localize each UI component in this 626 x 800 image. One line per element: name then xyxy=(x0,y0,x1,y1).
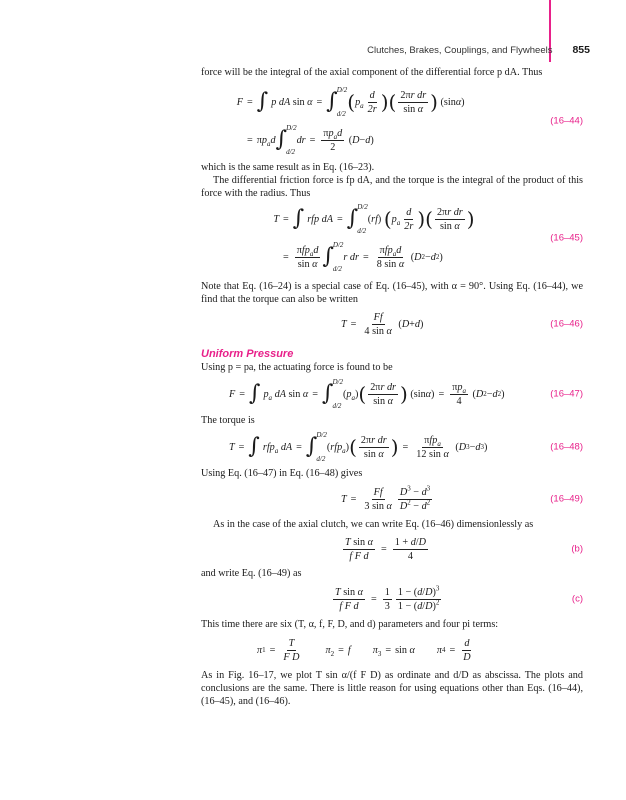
paragraph: As in Fig. 16–17, we plot T sin α/(f F D) as ordinate and d/D as abscissa. The plots and conclusions are the same. There is little reason for using equations other than Eqs. (16–44), (16–45), and (16–46). xyxy=(201,670,583,707)
paragraph: which is the same result as in Eq. (16–23). xyxy=(201,162,375,173)
section-heading: Uniform Pressure xyxy=(201,348,294,360)
running-title: Clutches, Brakes, Couplings, and Flywheels xyxy=(367,45,553,56)
paragraph: Using p = pa, the actuating force is found to be xyxy=(201,362,393,373)
paragraph: Note that Eq. (16–24) is a special case of Eq. (16–45), with α = 90°. Using Eq. (16–44), we find that the torque can also be written xyxy=(201,281,583,305)
equation-16-49: T = $\frac{Ff}{\text{3 sin α}}$ $\frac{D^3 - d^3}{D^2 - d^2}$ (16–49) xyxy=(341,484,583,512)
equation-number: (b) xyxy=(571,543,583,555)
equation-number: (16–44) xyxy=(550,115,583,127)
equation-16-46: T = $\frac{Ff}{\text{4 sin α}}$ ( D + d ) (16–46) xyxy=(341,311,583,337)
equation-number: (16–47) xyxy=(550,388,583,400)
paragraph: The torque is xyxy=(201,415,255,426)
equation-number: (16–48) xyxy=(550,441,583,453)
equation-16-44: F = ∫ p dA sin α = ∫ D/2 d/2 ( $p_a$ $\frac{d}{2r}$ ) ( $\frac{\text{2πr dr}}{\text{sin α}}$ ) (sin α ) = $\pi p_ad$ ∫ D/2 d/2 dr = $\frac{\pi p_ad}{2}$ ( D − d ) (16–44) xyxy=(236,86,583,156)
equation-16-48: T = ∫ rfp$_a$ dA = ∫ D/2 d/2 ( rfp$_a$ ) ( $\frac{\text{2πr dr}}{\text{sin α}}$ ) = $\frac{\pi fp_a}{\text{12 sin α}}$ ( D 3 − d 3 ) (16–48) xyxy=(229,431,583,463)
equation-16-47: F = ∫ $p_a$ dA sin α = ∫ D/2 d/2 ( $p_a$ ) ( $\frac{\text{2πr dr}}{\text{sin α}}$ ) (sin α ) = $\frac{\pi p_a}{4}$ ( D 2 − d 2 ) (16–47) xyxy=(229,378,583,410)
paragraph: The differential friction force is fp dA, and the torque is the integral of the product of this force with the radius. Thus xyxy=(201,175,583,199)
equation-number: (16–46) xyxy=(550,318,583,330)
paragraph: Using Eq. (16–47) in Eq. (16–48) gives xyxy=(201,468,363,479)
equation-number: (c) xyxy=(571,593,583,605)
paragraph: force will be the integral of the axial component of the differential force p dA. Thus xyxy=(201,67,543,78)
paragraph: and write Eq. (16–49) as xyxy=(201,568,302,579)
equation-c: $\frac{\text{T sin α}}{\text{f F d}}$ = $\frac{1}{3}$ $\frac{1 - (d/D)^3}{1 - (d/D)^2}$ (c) xyxy=(335,584,583,612)
paragraph: As in the case of the axial clutch, we can write Eq. (16–46) dimensionlessly as xyxy=(213,519,534,530)
paragraph: This time there are six (T, α, f, F, D, and d) parameters and four pi terms: xyxy=(201,619,499,630)
equation-16-45: T = ∫ rfp dA = ∫ D/2 d/2 ( rf ) ( $p_a$ $\frac{d}{2r}$ ) ( $\frac{\text{2πr dr}}{\text{sin α}}$ ) = $\frac{\pi fp_ad}{\text{sin α}}$ ∫ D/2 d/2 r dr = $\frac{\pi fp_ad}{\text{8 sin α}}$ ( D 2 − d 2 ) (16–45) xyxy=(273,203,583,273)
equation-pi-terms: π 1 = $\frac{T}{\text{F D}}$ $\pi_2 = f$ $\pi_3 = \sin \alpha$ π 4 = $\frac{d}{D}$ xyxy=(257,637,471,663)
page-number: 855 xyxy=(572,44,590,56)
running-header xyxy=(367,44,590,56)
equation-number: (16–45) xyxy=(550,232,583,244)
equation-number: (16–49) xyxy=(550,493,583,505)
page-body xyxy=(201,66,583,708)
equation-b: $\frac{\text{T sin α}}{\text{f F d}}$ = $\frac{1 + d/D}{4}$ (b) xyxy=(345,536,583,562)
